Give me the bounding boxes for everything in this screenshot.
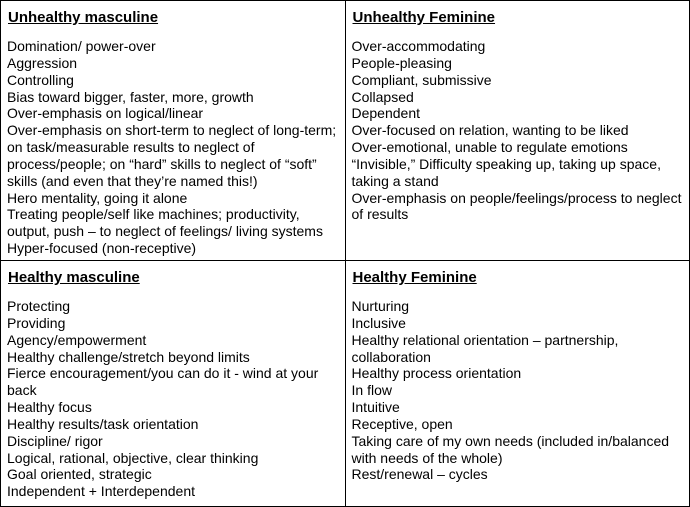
unhealthy-feminine-item: Over-emotional, unable to regulate emotions [351, 139, 628, 156]
unhealthy-feminine-heading: Unhealthy Feminine [352, 9, 496, 26]
cell-healthy-feminine [345, 261, 690, 507]
healthy-feminine-item: Healthy process orientation [351, 365, 522, 382]
cell-unhealthy-feminine [345, 1, 690, 261]
unhealthy-feminine-item: Dependent [351, 105, 421, 122]
healthy-masculine-item: Providing [7, 314, 66, 331]
unhealthy-feminine-item: Over-emphasis on people/feelings/process to neglect of results [351, 189, 682, 223]
unhealthy-masculine-item: Aggression [7, 54, 78, 71]
unhealthy-feminine-item: Over-focused on relation, wanting to be liked [351, 122, 629, 139]
unhealthy-masculine-item: Controlling [7, 71, 74, 88]
table-row-healthy [1, 261, 690, 507]
healthy-masculine-item: Healthy challenge/stretch beyond limits [7, 348, 250, 365]
unhealthy-masculine-item: Over-emphasis on logical/linear [7, 105, 204, 122]
healthy-masculine-item: Protecting [7, 298, 71, 314]
cell-unhealthy-masculine [1, 1, 346, 261]
healthy-masculine-heading: Healthy masculine [8, 269, 140, 286]
healthy-feminine-heading: Healthy Feminine [352, 269, 477, 286]
healthy-masculine-item: Discipline/ rigor [7, 432, 103, 449]
cell-healthy-masculine [1, 261, 346, 507]
unhealthy-masculine-item: Treating people/self like machines; productivity, output, push – to neglect of feelings/ living systems [7, 206, 323, 240]
unhealthy-feminine-item: “Invisible,” Difficulty speaking up, taking up space, taking a stand [351, 155, 661, 189]
healthy-masculine-item: Agency/empowerment [7, 331, 147, 348]
healthy-masculine-list [7, 298, 339, 500]
unhealthy-feminine-item: Compliant, submissive [351, 71, 492, 88]
healthy-masculine-item: Healthy focus [7, 399, 92, 416]
unhealthy-feminine-item: Over-accommodating [351, 38, 486, 54]
healthy-feminine-item: In flow [351, 382, 392, 399]
unhealthy-feminine-item: Collapsed [351, 88, 414, 105]
healthy-masculine-item: Independent + Interdependent [7, 483, 196, 500]
unhealthy-masculine-heading: Unhealthy masculine [8, 9, 159, 26]
healthy-feminine-item: Intuitive [351, 399, 400, 416]
unhealthy-feminine-list [352, 38, 684, 223]
healthy-feminine-item: Receptive, open [351, 415, 453, 432]
healthy-feminine-item: Healthy relational orientation – partnership, collaboration [351, 331, 619, 365]
healthy-masculine-item: Healthy results/task orientation [7, 415, 199, 432]
unhealthy-masculine-item: Hero mentality, going it alone [7, 189, 188, 206]
unhealthy-masculine-item: Over-emphasis on short-term to neglect of long-term; on task/measurable results to neglect of process/people; on “hard” skills to neglect of “soft” skills (and even that they’re named this!) [7, 122, 337, 189]
unhealthy-masculine-item: Bias toward bigger, faster, more, growth [7, 88, 254, 105]
healthy-masculine-item: Goal oriented, strategic [7, 466, 152, 483]
healthy-masculine-item: Fierce encouragement/you can do it - wind at your back [7, 365, 319, 399]
table-row-unhealthy [1, 1, 690, 261]
unhealthy-masculine-item: Hyper-focused (non-receptive) [7, 240, 197, 257]
healthy-masculine-item: Logical, rational, objective, clear thinking [7, 449, 259, 466]
healthy-feminine-list [352, 298, 684, 483]
unhealthy-feminine-item: People-pleasing [351, 54, 452, 71]
unhealthy-masculine-list [7, 38, 339, 257]
unhealthy-masculine-item: Domination/ power-over [7, 38, 156, 54]
healthy-feminine-item: Nurturing [351, 298, 410, 314]
healthy-feminine-item: Taking care of my own needs (included in/balanced with needs of the whole) [351, 432, 670, 466]
healthy-feminine-item: Inclusive [351, 314, 406, 331]
healthy-feminine-item: Rest/renewal – cycles [351, 466, 488, 483]
